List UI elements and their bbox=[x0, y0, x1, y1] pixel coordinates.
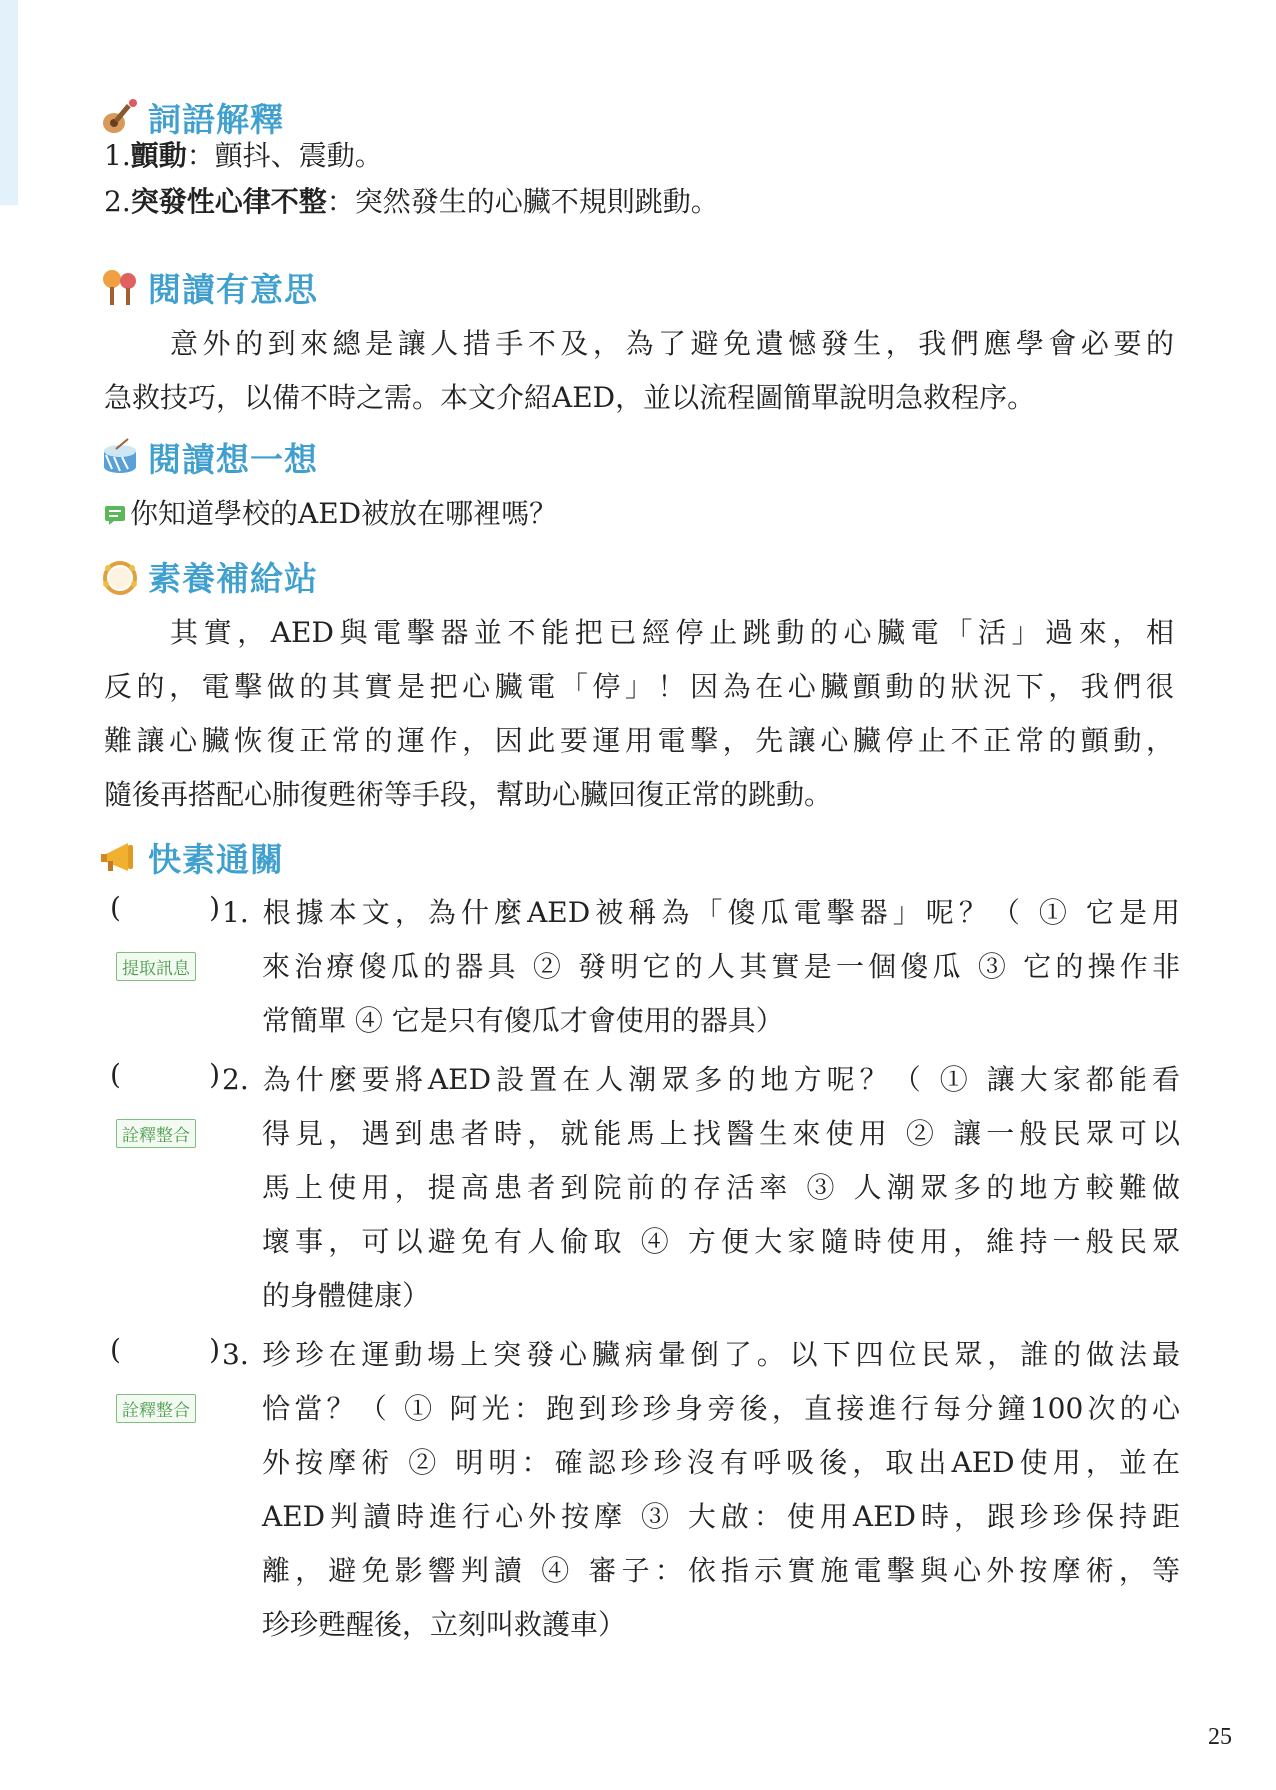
question-line: 壞事，可以避免有人偷取 ④ 方便大家隨時使用，維持一般民眾 bbox=[262, 1225, 1180, 1258]
vocab-num: 2. bbox=[104, 185, 131, 218]
question-line: 恰當？（ ① 阿光：跑到珍珍身旁後，直接進行每分鐘100次的心 bbox=[262, 1392, 1180, 1425]
question-line: 的身體健康） bbox=[262, 1279, 431, 1312]
skill-tag: 詮釋整合 bbox=[116, 1394, 196, 1423]
literacy-header bbox=[98, 552, 318, 600]
vocab-term: 顫動 bbox=[130, 139, 187, 172]
tambourine-icon bbox=[98, 554, 142, 598]
interest-header bbox=[98, 263, 318, 311]
vocab-item-1 bbox=[104, 134, 383, 174]
question-line: 外按摩術 ② 明明：確認珍珍沒有呼吸後，取出AED使用，並在 bbox=[262, 1446, 1180, 1479]
answer-blank[interactable]: ( ) bbox=[110, 1333, 220, 1366]
question-line: 1. 根據本文，為什麼AED被稱為「傻瓜電擊器」呢？（ ① 它是用 bbox=[222, 896, 1180, 929]
question-line: 2. 為什麼要將AED設置在人潮眾多的地方呢？（ ① 讓大家都能看 bbox=[222, 1063, 1180, 1096]
literacy-line: 難讓心臟恢復正常的運作，因此要運用電擊，先讓心臟停止不正常的顫動， bbox=[104, 724, 1174, 757]
interest-title: 閱讀有意思 bbox=[148, 269, 318, 309]
answer-blank[interactable]: ( ) bbox=[110, 1058, 220, 1091]
think-question-text: 你知道學校的AED被放在哪裡嗎？ bbox=[130, 497, 558, 530]
interest-line: 意外的到來總是讓人措手不及，為了避免遺憾發生，我們應學會必要的 bbox=[170, 327, 1174, 360]
question-line: 馬上使用，提高患者到院前的存活率 ③ 人潮眾多的地方較難做 bbox=[262, 1171, 1180, 1204]
think-question bbox=[104, 492, 557, 532]
vocab-num: 1. bbox=[104, 139, 131, 172]
question-line: 離，避免影響判讀 ④ 審子：依指示實施電擊與心外按摩術，等 bbox=[262, 1554, 1180, 1587]
question-line: 得見，遇到患者時，就能馬上找醫生來使用 ② 讓一般民眾可以 bbox=[262, 1117, 1180, 1150]
page-number: 25 bbox=[1208, 1724, 1232, 1750]
literacy-line: 反的，電擊做的其實是把心臟電「停」！因為在心臟顫動的狀況下，我們很 bbox=[104, 670, 1174, 703]
skill-tag: 提取訊息 bbox=[116, 952, 196, 981]
vocab-term: 突發性心律不整 bbox=[130, 185, 327, 218]
question-line: 珍珍甦醒後，立刻叫救護車） bbox=[262, 1608, 627, 1641]
skill-tag: 詮釋整合 bbox=[116, 1119, 196, 1148]
question-line: 常簡單 ④ 它是只有傻瓜才會使用的器具） bbox=[262, 1004, 784, 1037]
guitar-icon bbox=[98, 95, 142, 139]
quiz-title: 快素通關 bbox=[148, 839, 284, 879]
vocab-def: ：顫抖、震動。 bbox=[186, 139, 383, 172]
think-header bbox=[98, 433, 318, 481]
question-line: 來治療傻瓜的器具 ② 發明它的人其實是一個傻瓜 ③ 它的操作非 bbox=[262, 950, 1180, 983]
edge-tab bbox=[0, 0, 18, 205]
quiz-header bbox=[98, 833, 284, 881]
vocab-title: 詞語解釋 bbox=[148, 99, 284, 139]
interest-line: 急救技巧，以備不時之需。本文介紹AED，並以流程圖簡單說明急救程序。 bbox=[104, 381, 1036, 414]
literacy-title: 素養補給站 bbox=[148, 558, 318, 598]
literacy-line: 其實，AED與電擊器並不能把已經停止跳動的心臟電「活」過來，相 bbox=[170, 616, 1174, 649]
vocab-def: ：突然發生的心臟不規則跳動。 bbox=[326, 185, 719, 218]
question-line: AED判讀時進行心外按摩 ③ 大啟：使用AED時，跟珍珍保持距 bbox=[262, 1500, 1180, 1533]
drum-icon bbox=[98, 435, 142, 479]
answer-blank[interactable]: ( ) bbox=[110, 891, 220, 924]
think-title: 閱讀想一想 bbox=[148, 439, 318, 479]
vocab-item-2 bbox=[104, 180, 719, 220]
maracas-icon bbox=[98, 265, 142, 309]
megaphone-icon bbox=[98, 835, 142, 879]
speech-bubble-icon bbox=[104, 504, 126, 526]
literacy-line: 隨後再搭配心肺復甦術等手段，幫助心臟回復正常的跳動。 bbox=[104, 778, 833, 811]
question-line: 3. 珍珍在運動場上突發心臟病暈倒了。以下四位民眾，誰的做法最 bbox=[222, 1338, 1180, 1371]
